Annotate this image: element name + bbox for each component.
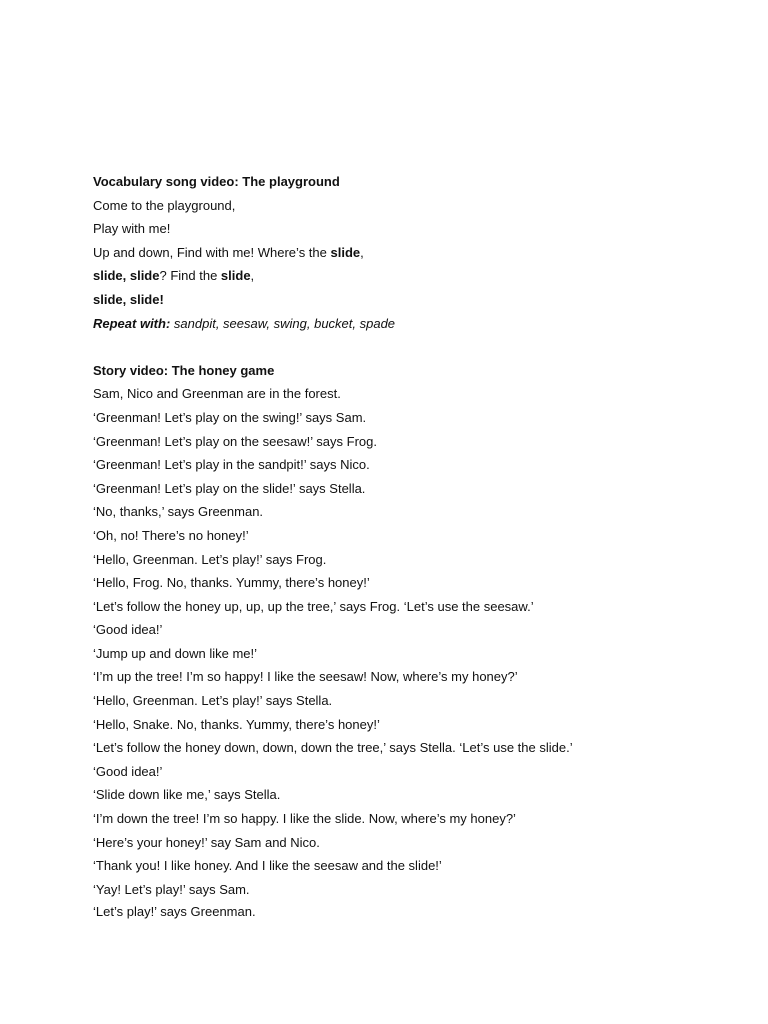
- vocab-line-2: Play with me!: [93, 221, 171, 237]
- section-gap: [93, 335, 693, 359]
- story-line: ‘I’m down the tree! I’m so happy. I like the slide. Now, where’s my honey?’: [93, 811, 516, 827]
- vocab-line-3: [93, 241, 693, 265]
- story-line: ‘Let’s follow the honey down, down, down the tree,’ says Stella. ‘Let’s use the slide.’: [93, 740, 573, 756]
- vocab-line-4-bold-b: slide: [220, 268, 251, 284]
- story-line: ‘Hello, Frog. No, thanks. Yummy, there’s honey!’: [93, 575, 370, 591]
- story-line: ‘No, thanks,’ says Greenman.: [93, 504, 264, 520]
- vocab-line-3-bold: slide: [330, 244, 361, 260]
- vocab-line-1: Come to the playground,: [93, 197, 236, 213]
- story-line: ‘Let’s follow the honey up, up, up the tree,’ says Frog. ‘Let’s use the seesaw.’: [93, 598, 534, 614]
- story-line: ‘Greenman! Let’s play on the slide!’ says Stella.: [93, 480, 366, 496]
- vocab-repeat-line: [93, 312, 693, 336]
- document-page: [93, 170, 693, 923]
- story-line: ‘Oh, no! There’s no honey!’: [93, 527, 249, 543]
- vocab-repeat-items: sandpit, seesaw, swing, bucket, spade: [170, 315, 396, 331]
- vocab-line-4-bold-a: slide, slide: [93, 268, 160, 284]
- vocab-line-3-text: Up and down, Find with me! Where’s the: [93, 244, 331, 260]
- story-line: ‘Here’s your honey!’ say Sam and Nico.: [93, 834, 320, 850]
- story-line: ‘Thank you! I like honey. And I like the seesaw and the slide!’: [93, 858, 442, 874]
- story-line: ‘Greenman! Let’s play on the swing!’ says Sam.: [93, 409, 367, 425]
- story-line: ‘Greenman! Let’s play in the sandpit!’ says Nico.: [93, 457, 370, 473]
- story-line: ‘Let’s play!’ says Greenman.: [93, 904, 256, 920]
- vocab-title: [93, 170, 693, 194]
- story-line: ‘Good idea!’: [93, 622, 163, 638]
- story-title-text: Story video: The honey game: [93, 362, 275, 378]
- vocab-line-3-punct: ,: [360, 244, 364, 260]
- vocab-repeat-label: Repeat with:: [93, 315, 171, 331]
- vocab-title-text: Vocabulary song video: The playground: [93, 174, 340, 189]
- story-line: Sam, Nico and Greenman are in the forest.: [93, 386, 341, 402]
- story-line: ‘Greenman! Let’s play on the seesaw!’ says Frog.: [93, 433, 377, 449]
- vocab-line-4-punct: ,: [250, 268, 255, 284]
- vocab-line-5: [93, 288, 693, 312]
- vocab-line-4: [93, 264, 693, 288]
- story-line: ‘Good idea!’: [93, 763, 163, 779]
- story-line: ‘Hello, Greenman. Let’s play!’ says Stella.: [93, 693, 333, 709]
- story-line: ‘Jump up and down like me!’: [93, 645, 258, 661]
- story-line: ‘I’m up the tree! I’m so happy! I like the seesaw! Now, where’s my honey?’: [93, 669, 518, 685]
- story-line: ‘Yay! Let’s play!’ says Sam.: [93, 881, 250, 897]
- story-title: [93, 359, 693, 383]
- story-lines: [93, 382, 693, 923]
- vocab-line-4-text: ? Find the: [159, 268, 221, 284]
- story-line: ‘Hello, Snake. No, thanks. Yummy, there’s honey!’: [93, 716, 380, 732]
- story-line: ‘Slide down like me,’ says Stella.: [93, 787, 281, 803]
- story-line: ‘Hello, Greenman. Let’s play!’ says Frog.: [93, 551, 327, 567]
- vocab-line-5-bold: slide, slide!: [93, 291, 164, 307]
